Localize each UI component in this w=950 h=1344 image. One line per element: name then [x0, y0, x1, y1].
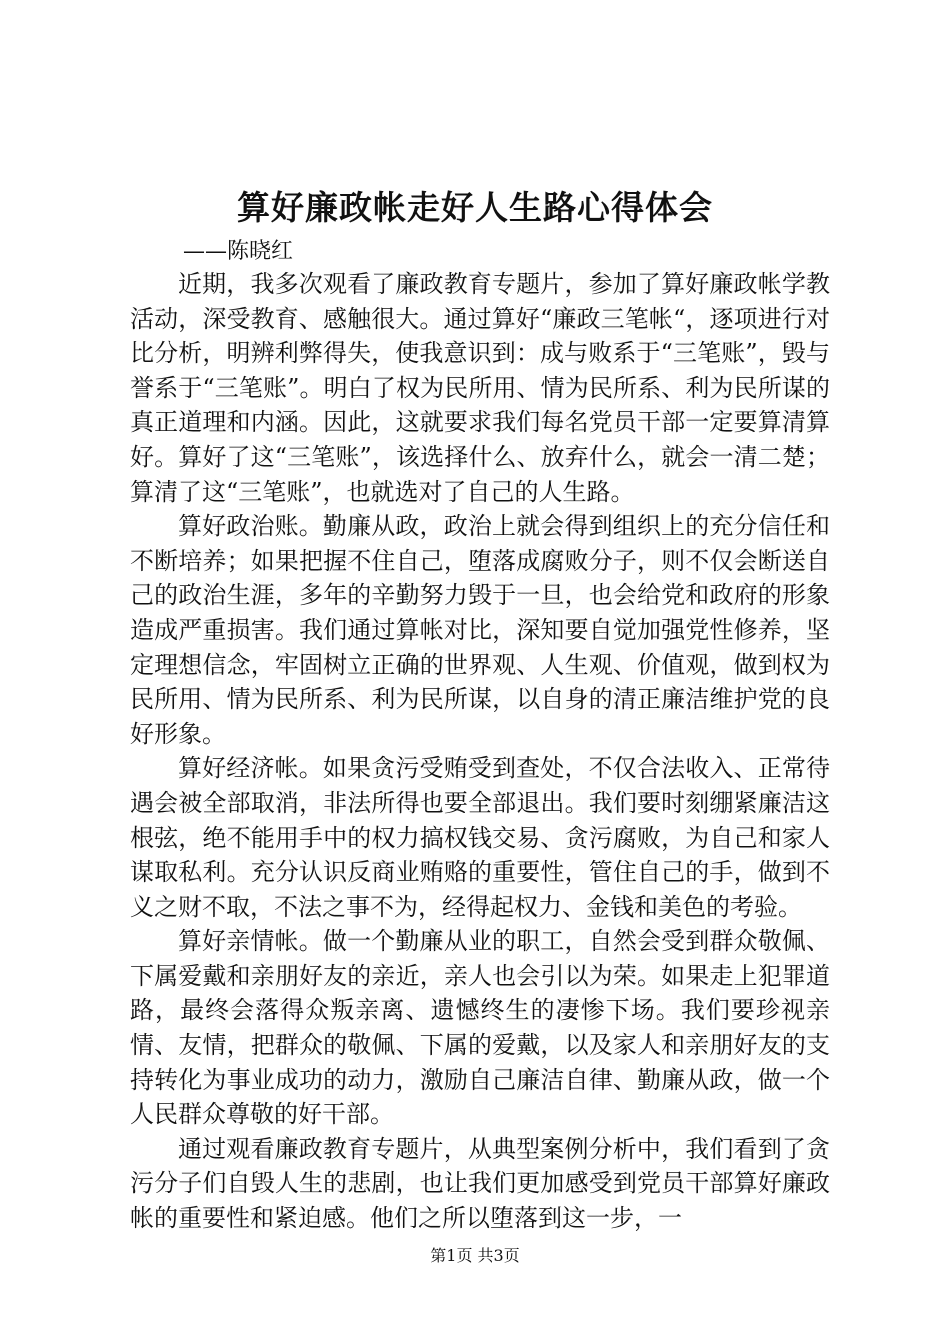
document-body [130, 267, 830, 1236]
paragraph-intro: 近期，我多次观看了廉政教育专题片，参加了算好廉政帐学教活动，深受教育、感触很大。通过算好“廉政三笔帐“，逐项进行对比分析，明辨利弊得失，使我意识到：成与败系于“三笔账”，毁与誉系于“三笔账”。明白了权为民所用、情为民所系、利为民所谋的真正道理和内涵。因此，这就要求我们每名党员干部一定要算清算好。算好了这“三笔账”，该选择什么、放弃什么，就会一清二楚；算清了这“三笔账”，也就选对了自己的人生路。 [130, 270, 830, 506]
paragraph-political: 算好政治账。勤廉从政，政治上就会得到组织上的充分信任和不断培养；如果把握不住自己，堕落成腐败分子，则不仅会断送自己的政治生涯，多年的辛勤努力毁于一旦，也会给党和政府的形象造成严重损害。我们通过算帐对比，深知要自觉加强党性修养，坚定理想信念，牢固树立正确的世界观、人生观、价值观，做到权为民所用、情为民所系、利为民所谋，以自身的清正廉洁维护党的良好形象。 [130, 512, 830, 748]
paragraph-economic: 算好经济帐。如果贪污受贿受到查处，不仅合法收入、正常待遇会被全部取消，非法所得也要全部退出。我们要时刻绷紧廉洁这根弦，绝不能用手中的权力搞权钱交易、贪污腐败，为自己和家人谋取私利。充分认识反商业贿赂的重要性，管住自己的手，做到不义之财不取，不法之事不为，经得起权力、金钱和美色的考验。 [130, 754, 830, 921]
page-footer: 第1页 共3页 [430, 1246, 520, 1265]
document-title: 算好廉政帐走好人生路心得体会 [237, 188, 713, 227]
author-line: ——陈晓红 [183, 239, 294, 264]
paragraph-family: 算好亲情帐。做一个勤廉从业的职工，自然会受到群众敬佩、下属爱戴和亲朋好友的亲近，亲人也会引以为荣。如果走上犯罪道路，最终会落得众叛亲离、遗憾终生的凄惨下场。我们要珍视亲情、友情，把群众的敬佩、下属的爱戴，以及家人和亲朋好友的支持转化为事业成功的动力，激励自己廉洁自律、勤廉从政，做一个人民群众尊敬的好干部。 [130, 927, 830, 1129]
paragraph-conclusion: 通过观看廉政教育专题片，从典型案例分析中，我们看到了贪污分子们自毁人生的悲剧，也让我们更加感受到党员干部算好廉政帐的重要性和紧迫感。他们之所以堕落到这一步，一 [130, 1134, 830, 1233]
